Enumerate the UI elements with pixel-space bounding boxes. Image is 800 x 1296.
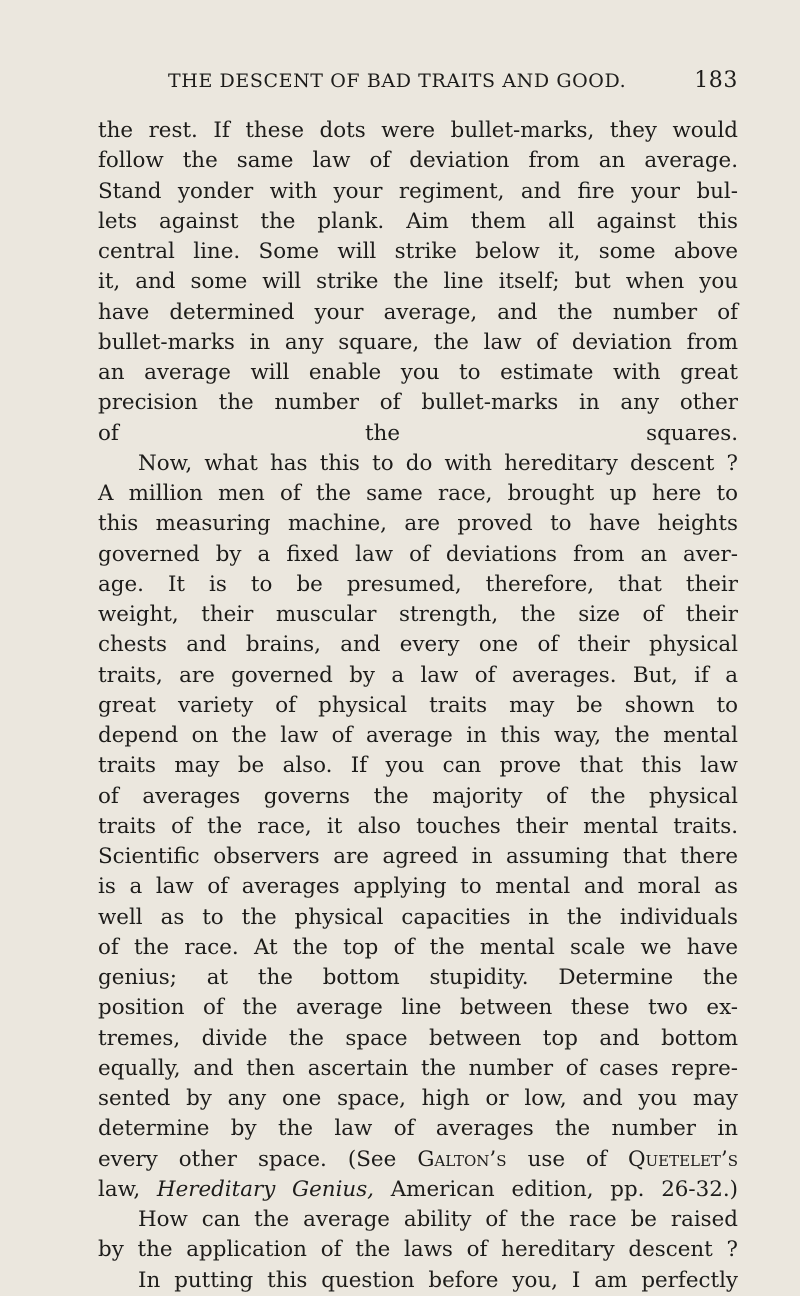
text-line: lets against the plank. Aim them all against this: [98, 208, 738, 234]
text-line: law, Hereditary Genius, American edition, pp. 26-32.): [98, 1176, 739, 1202]
text-line: the rest. If these dots were bullet-marks, they would: [98, 118, 738, 143]
text-line: depend on the law of average in this way, the mental: [98, 723, 738, 748]
text-line: every other space. (See Galton’s use of Quetelet’s: [98, 1146, 739, 1172]
text-line: great variety of physical traits may be shown to: [98, 692, 738, 718]
text-line: this measuring machine, are proved to have heights: [98, 511, 738, 537]
text-line: Stand yonder with your regiment, and fire your bul-: [98, 178, 738, 204]
text-line: A million men of the same race, brought up here to: [98, 481, 738, 506]
body-text: [98, 116, 738, 1296]
text-line: tremes, divide the space between top and bottom: [98, 1025, 738, 1051]
text-line: it, and some will strike the line itself; but when you: [98, 269, 738, 295]
text-line: sented by any one space, high or low, and you may: [98, 1086, 738, 1111]
text-line: of averages governs the majority of the physical: [98, 783, 738, 809]
text-line: position of the average line between these two ex-: [98, 995, 738, 1021]
text-line: have determined your average, and the number of: [98, 299, 738, 325]
text-line: Scientific observers are agreed in assuming that there: [98, 844, 738, 869]
text-line: of the race. At the top of the mental scale we have: [98, 934, 738, 960]
text-line: equally, and then ascertain the number of cases repre-: [98, 1055, 738, 1081]
text-line: genius; at the bottom stupidity. Determine the: [98, 965, 738, 990]
text-line: central line. Some will strike below it, some above: [98, 239, 738, 264]
text-line: traits of the race, it also touches their mental traits.: [98, 813, 738, 839]
text-line: determine by the law of averages the number in: [98, 1116, 738, 1142]
running-head: [168, 66, 738, 96]
page-number: 183: [694, 68, 738, 93]
text-line: follow the same law of deviation from an average.: [98, 148, 738, 174]
text-line: How can the average ability of the race be raised: [138, 1207, 738, 1232]
text-line: by the application of the laws of hereditary descent ?: [98, 1237, 738, 1263]
text-line: well as to the physical capacities in the individuals: [98, 904, 738, 930]
text-line: precision the number of bullet-marks in any other: [98, 390, 738, 416]
text-line: traits, are governed by a law of averages. But, if a: [98, 662, 738, 688]
book-title: Hereditary Genius,: [156, 1176, 374, 1202]
text-line: of the squares.: [98, 420, 738, 446]
text-line: an average will enable you to estimate with great: [98, 360, 738, 385]
text-line: In putting this question before you, I am perfectly: [138, 1267, 738, 1293]
text-line: is a law of averages applying to mental and moral as: [98, 874, 738, 900]
text-line: chests and brains, and every one of their physical: [98, 632, 738, 658]
text-line: traits may be also. If you can prove that this law: [98, 753, 738, 779]
text-line: Now, what has this to do with hereditary descent ?: [138, 450, 738, 476]
text-line: age. It is to be presumed, therefore, that their: [98, 571, 738, 597]
author-name-quetelet: Quetelet’s: [627, 1146, 739, 1172]
author-name-galton: Galton’s: [417, 1146, 507, 1172]
text-line: weight, their muscular strength, the size of their: [98, 602, 738, 627]
text-line: governed by a fixed law of deviations from an aver-: [98, 541, 738, 567]
text-line: bullet-marks in any square, the law of deviation from: [98, 329, 738, 355]
chapter-title: THE DESCENT OF BAD TRAITS AND GOOD.: [168, 70, 627, 92]
